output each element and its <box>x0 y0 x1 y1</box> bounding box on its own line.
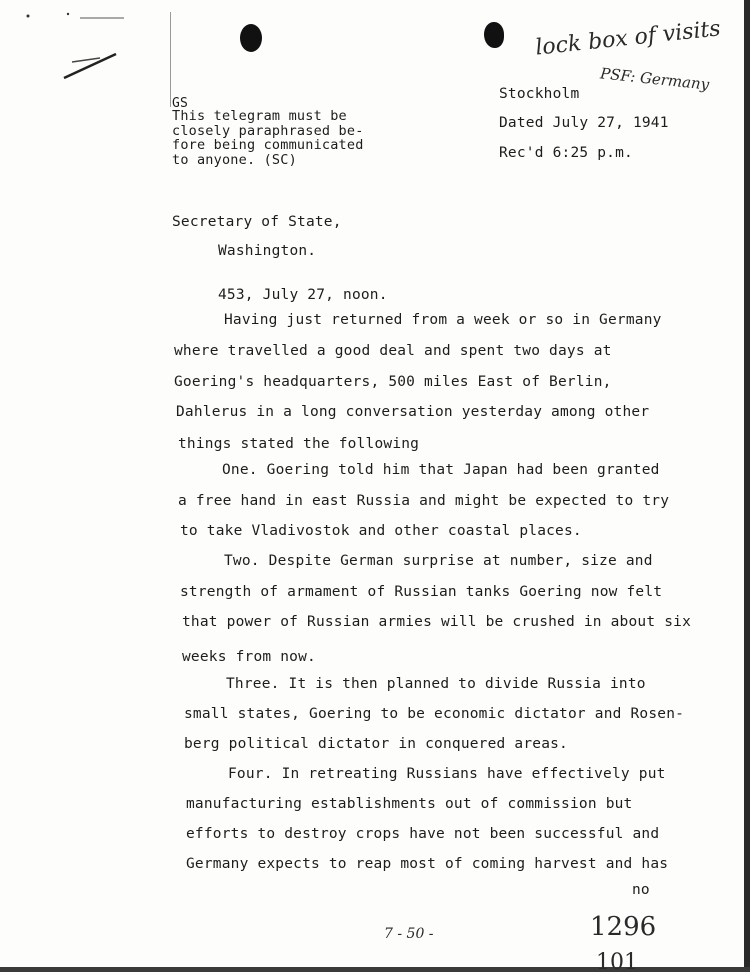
page-number-handwritten: 1296 <box>590 912 657 942</box>
body-line: Having just returned from a week or so in Germany <box>224 312 662 328</box>
body-line: a free hand in east Russia and might be expected to try <box>178 493 670 509</box>
notice-line: to anyone. (SC) <box>172 151 297 168</box>
body-line: to take Vladivostok and other coastal places. <box>180 523 582 539</box>
body-line: Dahlerus in a long conversation yesterday among other <box>176 404 650 420</box>
body-line: Three. It is then planned to divide Russia into <box>226 676 646 692</box>
body-line: Four. In retreating Russians have effectively put <box>228 766 666 782</box>
body-line: One. Goering told him that Japan had been granted <box>222 462 660 478</box>
body-line: Goering's headquarters, 500 miles East of Berlin, <box>174 374 612 390</box>
continuation-word: no <box>632 882 650 898</box>
handwritten-sub-note: PSF: Germany <box>599 64 711 94</box>
pen-stroke-mark <box>60 48 120 84</box>
place-of-origin: Stockholm <box>499 86 580 102</box>
paraphrase-notice <box>172 109 364 167</box>
body-line: manufacturing establishments out of commission but <box>186 796 633 812</box>
notice-code: GS <box>172 96 189 111</box>
message-reference: 453, July 27, noon. <box>218 287 388 303</box>
footer-mark: 7 - 50 - <box>384 926 434 942</box>
handwritten-top-note: lock box of visits <box>534 16 722 61</box>
notice-line: This telegram must be <box>172 108 347 124</box>
notice-line: closely paraphrased be- <box>172 122 364 139</box>
punch-hole-mark <box>240 24 262 52</box>
body-line: that power of Russian armies will be crushed in about six <box>182 614 691 630</box>
dated-line: Dated July 27, 1941 <box>499 115 669 131</box>
punch-hole-mark <box>484 22 504 48</box>
bottom-handwritten-mark: 101 <box>596 950 638 975</box>
notice-line: fore being communicated <box>172 137 364 153</box>
addressee-title: Secretary of State, <box>172 214 342 230</box>
body-line: strength of armament of Russian tanks Goering now felt <box>180 584 663 600</box>
scan-dots <box>20 6 130 26</box>
body-line: Germany expects to reap most of coming harvest and has <box>186 856 669 872</box>
addressee-city: Washington. <box>218 243 317 259</box>
binder-line <box>170 12 171 107</box>
body-line: berg political dictator in conquered areas. <box>184 736 568 752</box>
scan-edge-right <box>744 0 750 972</box>
body-line: Two. Despite German surprise at number, size and <box>224 553 653 569</box>
received-line: Rec'd 6:25 p.m. <box>499 145 633 161</box>
body-line: where travelled a good deal and spent two days at <box>174 343 612 359</box>
body-line: things stated the following <box>178 436 420 452</box>
body-line: weeks from now. <box>182 649 316 665</box>
body-line: efforts to destroy crops have not been successful and <box>186 826 660 842</box>
body-line: small states, Goering to be economic dictator and Rosen- <box>184 706 685 722</box>
